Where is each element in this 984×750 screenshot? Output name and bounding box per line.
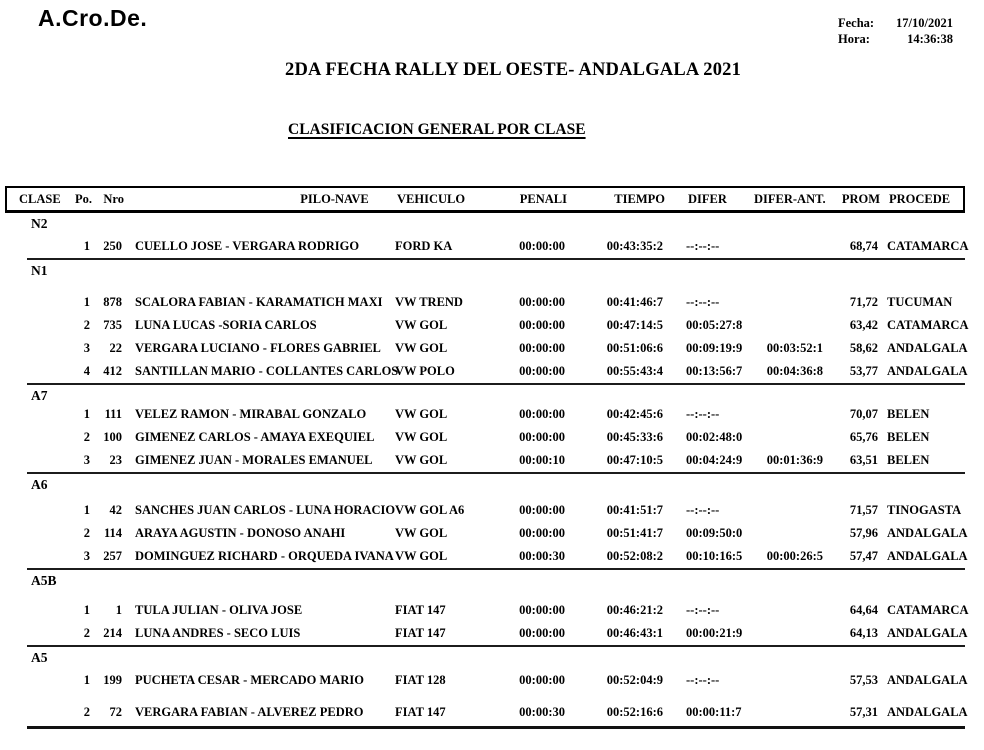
- cell-vehiculo: VW GOL: [395, 453, 448, 467]
- cell-procede: ANDALGALA: [887, 341, 968, 355]
- cell-po: 4: [83, 364, 90, 378]
- cell-pilo_nave: ARAYA AGUSTIN - DONOSO ANAHI: [135, 526, 346, 540]
- class-label: N1: [31, 263, 48, 278]
- cell-procede: TUCUMAN: [887, 295, 953, 309]
- cell-prom: 63,42: [849, 318, 878, 332]
- cell-po: 2: [83, 705, 90, 719]
- cell-tiempo: 00:52:08:2: [606, 549, 663, 563]
- hora-label: Hora:: [838, 32, 870, 46]
- hora-value: 14:36:38: [907, 32, 953, 46]
- cell-prom: 57,47: [849, 549, 878, 563]
- cell-penali: 00:00:00: [519, 318, 565, 332]
- column-header-prom: PROM: [841, 191, 880, 206]
- cell-vehiculo: VW GOL A6: [395, 503, 465, 517]
- result-row: [5, 426, 965, 449]
- cell-penali: 00:00:00: [519, 626, 565, 640]
- cell-po: 1: [83, 239, 90, 253]
- fecha-value: 17/10/2021: [896, 16, 953, 30]
- report-title: 2DA FECHA RALLY DEL OESTE- ANDALGALA 2021: [285, 60, 742, 80]
- cell-procede: CATAMARCA: [887, 239, 969, 253]
- cell-difer: 00:04:24:9: [686, 453, 743, 467]
- cell-nro: 100: [103, 430, 122, 444]
- cell-po: 1: [83, 673, 90, 687]
- cell-penali: 00:00:00: [519, 603, 565, 617]
- cell-procede: ANDALGALA: [887, 705, 968, 719]
- cell-prom: 57,53: [849, 673, 878, 687]
- cell-difer_ant: 00:00:26:5: [766, 549, 823, 563]
- cell-nro: 22: [109, 341, 122, 355]
- cell-prom: 53,77: [849, 364, 878, 378]
- column-header-procede: PROCEDE: [889, 191, 951, 206]
- column-header-tiempo: TIEMPO: [614, 191, 665, 206]
- cell-difer: --:--:--: [686, 295, 720, 309]
- cell-nro: 111: [104, 407, 122, 421]
- cell-difer: --:--:--: [686, 673, 720, 687]
- cell-vehiculo: VW GOL: [395, 526, 448, 540]
- cell-nro: 1: [115, 603, 122, 617]
- cell-pilo_nave: SANCHES JUAN CARLOS - LUNA HORACIO: [135, 503, 396, 517]
- organization-logo: A.Cro.De.: [38, 5, 148, 31]
- cell-difer_ant: 00:01:36:9: [766, 453, 823, 467]
- cell-nro: 72: [109, 705, 122, 719]
- cell-pilo_nave: TULA JULIAN - OLIVA JOSE: [135, 603, 303, 617]
- cell-vehiculo: FIAT 147: [395, 626, 446, 640]
- cell-prom: 70,07: [849, 407, 878, 421]
- cell-difer: --:--:--: [686, 239, 720, 253]
- cell-difer: 00:00:21:9: [686, 626, 743, 640]
- cell-penali: 00:00:00: [519, 430, 565, 444]
- cell-vehiculo: VW GOL: [395, 430, 448, 444]
- class-group-a6: [5, 474, 968, 570]
- cell-po: 1: [83, 407, 90, 421]
- result-row: [5, 669, 968, 692]
- cell-procede: BELEN: [887, 430, 930, 444]
- cell-tiempo: 00:46:43:1: [606, 626, 663, 640]
- cell-pilo_nave: VERGARA LUCIANO - FLORES GABRIEL: [135, 341, 381, 355]
- cell-procede: CATAMARCA: [887, 603, 969, 617]
- cell-procede: ANDALGALA: [887, 626, 968, 640]
- cell-difer: --:--:--: [686, 603, 720, 617]
- cell-procede: BELEN: [887, 407, 930, 421]
- cell-po: 3: [83, 341, 90, 355]
- cell-pilo_nave: VELEZ RAMON - MIRABAL GONZALO: [135, 407, 367, 421]
- cell-pilo_nave: GIMENEZ JUAN - MORALES EMANUEL: [135, 453, 373, 467]
- cell-nro: 199: [103, 673, 122, 687]
- datetime-block: [838, 15, 953, 47]
- cell-difer: 00:09:19:9: [686, 341, 743, 355]
- cell-difer: 00:13:56:7: [686, 364, 743, 378]
- cell-penali: 00:00:00: [519, 673, 565, 687]
- cell-po: 1: [83, 603, 90, 617]
- result-row: [5, 314, 969, 337]
- classification-table: [5, 186, 969, 729]
- table-header-row: [5, 186, 965, 213]
- cell-po: 2: [83, 318, 90, 332]
- cell-prom: 57,31: [849, 705, 878, 719]
- table-bottom-border: [27, 726, 965, 729]
- cell-nro: 214: [103, 626, 122, 640]
- cell-pilo_nave: PUCHETA CESAR - MERCADO MARIO: [135, 673, 364, 687]
- cell-prom: 64,13: [849, 626, 878, 640]
- cell-procede: ANDALGALA: [887, 526, 968, 540]
- result-row: [5, 291, 965, 314]
- cell-tiempo: 00:43:35:2: [606, 239, 663, 253]
- cell-pilo_nave: VERGARA FABIAN - ALVEREZ PEDRO: [135, 705, 364, 719]
- cell-vehiculo: VW GOL: [395, 318, 448, 332]
- cell-difer_ant: 00:04:36:8: [766, 364, 823, 378]
- cell-po: 2: [83, 526, 90, 540]
- cell-nro: 42: [109, 503, 122, 517]
- cell-procede: ANDALGALA: [887, 673, 968, 687]
- cell-po: 2: [83, 430, 90, 444]
- cell-nro: 735: [103, 318, 122, 332]
- cell-prom: 63,51: [849, 453, 878, 467]
- cell-prom: 57,96: [849, 526, 878, 540]
- cell-pilo_nave: LUNA LUCAS -SORIA CARLOS: [135, 318, 317, 332]
- class-group-n2: [5, 213, 969, 260]
- column-header-difer_ant: DIFER-ANT.: [754, 191, 826, 206]
- cell-prom: 64,64: [849, 603, 878, 617]
- cell-difer: 00:05:27:8: [686, 318, 743, 332]
- cell-vehiculo: VW POLO: [395, 364, 455, 378]
- cell-pilo_nave: SANTILLAN MARIO - COLLANTES CARLOS: [135, 364, 399, 378]
- cell-procede: TINOGASTA: [887, 503, 962, 517]
- cell-vehiculo: FIAT 147: [395, 705, 446, 719]
- cell-prom: 71,57: [849, 503, 878, 517]
- cell-vehiculo: VW GOL: [395, 549, 448, 563]
- cell-penali: 00:00:00: [519, 503, 565, 517]
- cell-tiempo: 00:41:51:7: [606, 503, 663, 517]
- cell-tiempo: 00:55:43:4: [606, 364, 663, 378]
- class-label: A7: [31, 388, 48, 403]
- column-header-clase: CLASE: [19, 191, 61, 206]
- cell-po: 3: [83, 549, 90, 563]
- cell-difer: 00:02:48:0: [686, 430, 743, 444]
- fecha-label: Fecha:: [838, 16, 875, 30]
- cell-vehiculo: FIAT 147: [395, 603, 446, 617]
- cell-difer: 00:10:16:5: [686, 549, 743, 563]
- cell-pilo_nave: GIMENEZ CARLOS - AMAYA EXEQUIEL: [135, 430, 375, 444]
- cell-vehiculo: VW TREND: [395, 295, 463, 309]
- cell-nro: 23: [109, 453, 122, 467]
- cell-prom: 65,76: [849, 430, 878, 444]
- cell-po: 1: [83, 503, 90, 517]
- result-row: [5, 337, 968, 360]
- cell-prom: 68,74: [849, 239, 878, 253]
- cell-vehiculo: VW GOL: [395, 407, 448, 421]
- result-row: [5, 545, 968, 568]
- class-group-a5: [5, 647, 968, 729]
- column-header-penali: PENALI: [519, 191, 567, 206]
- result-row: [5, 522, 968, 545]
- cell-tiempo: 00:46:21:2: [606, 603, 663, 617]
- cell-pilo_nave: CUELLO JOSE - VERGARA RODRIGO: [135, 239, 360, 253]
- cell-penali: 00:00:00: [519, 526, 565, 540]
- cell-penali: 00:00:00: [519, 407, 565, 421]
- result-row: [5, 622, 968, 645]
- cell-tiempo: 00:52:16:6: [606, 705, 663, 719]
- cell-penali: 00:00:00: [519, 239, 565, 253]
- result-row: [5, 499, 965, 522]
- cell-nro: 114: [103, 526, 122, 540]
- cell-difer: 00:09:50:0: [686, 526, 743, 540]
- cell-tiempo: 00:51:06:6: [606, 341, 663, 355]
- cell-po: 1: [83, 295, 90, 309]
- class-label: N2: [31, 216, 48, 231]
- class-label: A5: [31, 650, 48, 665]
- column-header-difer: DIFER: [688, 191, 727, 206]
- cell-difer: 00:00:11:7: [686, 705, 742, 719]
- cell-tiempo: 00:45:33:6: [606, 430, 663, 444]
- cell-nro: 878: [103, 295, 122, 309]
- cell-penali: 00:00:00: [519, 364, 565, 378]
- cell-penali: 00:00:10: [519, 453, 565, 467]
- cell-tiempo: 00:51:41:7: [606, 526, 663, 540]
- cell-penali: 00:00:30: [519, 705, 565, 719]
- class-group-n1: [5, 260, 969, 385]
- cell-vehiculo: VW GOL: [395, 341, 448, 355]
- column-header-po: Po.: [74, 191, 92, 206]
- table-body: [5, 213, 969, 729]
- result-row: [5, 701, 968, 724]
- cell-penali: 00:00:30: [519, 549, 565, 563]
- cell-penali: 00:00:00: [519, 295, 565, 309]
- cell-pilo_nave: LUNA ANDRES - SECO LUIS: [135, 626, 301, 640]
- cell-prom: 58,62: [849, 341, 878, 355]
- report-subtitle: CLASIFICACION GENERAL POR CLASE: [288, 121, 586, 138]
- cell-tiempo: 00:47:14:5: [606, 318, 663, 332]
- cell-nro: 412: [103, 364, 122, 378]
- cell-po: 2: [83, 626, 90, 640]
- cell-nro: 250: [103, 239, 122, 253]
- class-group-a5b: [5, 570, 969, 647]
- result-row: [5, 449, 965, 472]
- cell-pilo_nave: DOMINGUEZ RICHARD - ORQUEDA IVANA: [135, 549, 394, 563]
- cell-penali: 00:00:00: [519, 341, 565, 355]
- cell-procede: BELEN: [887, 453, 930, 467]
- result-row: [5, 235, 969, 258]
- cell-tiempo: 00:42:45:6: [606, 407, 663, 421]
- column-header-pilo_nave: PILO-NAVE: [300, 191, 369, 206]
- cell-tiempo: 00:41:46:7: [606, 295, 663, 309]
- cell-prom: 71,72: [849, 295, 878, 309]
- result-row: [5, 599, 969, 622]
- cell-po: 3: [83, 453, 90, 467]
- cell-difer: --:--:--: [686, 407, 720, 421]
- cell-vehiculo: FIAT 128: [395, 673, 446, 687]
- cell-difer_ant: 00:03:52:1: [766, 341, 823, 355]
- cell-vehiculo: FORD KA: [395, 239, 453, 253]
- cell-tiempo: 00:47:10:5: [606, 453, 663, 467]
- class-label: A5B: [31, 573, 57, 588]
- result-row: [5, 360, 968, 383]
- cell-difer: --:--:--: [686, 503, 720, 517]
- cell-procede: ANDALGALA: [887, 549, 968, 563]
- cell-nro: 257: [103, 549, 122, 563]
- cell-tiempo: 00:52:04:9: [606, 673, 663, 687]
- class-group-a7: [5, 385, 965, 474]
- column-header-vehiculo: VEHICULO: [397, 191, 466, 206]
- cell-procede: CATAMARCA: [887, 318, 969, 332]
- class-label: A6: [31, 477, 48, 492]
- column-header-nro: Nro: [103, 191, 124, 206]
- cell-pilo_nave: SCALORA FABIAN - KARAMATICH MAXI: [135, 295, 383, 309]
- cell-procede: ANDALGALA: [887, 364, 968, 378]
- result-row: [5, 403, 965, 426]
